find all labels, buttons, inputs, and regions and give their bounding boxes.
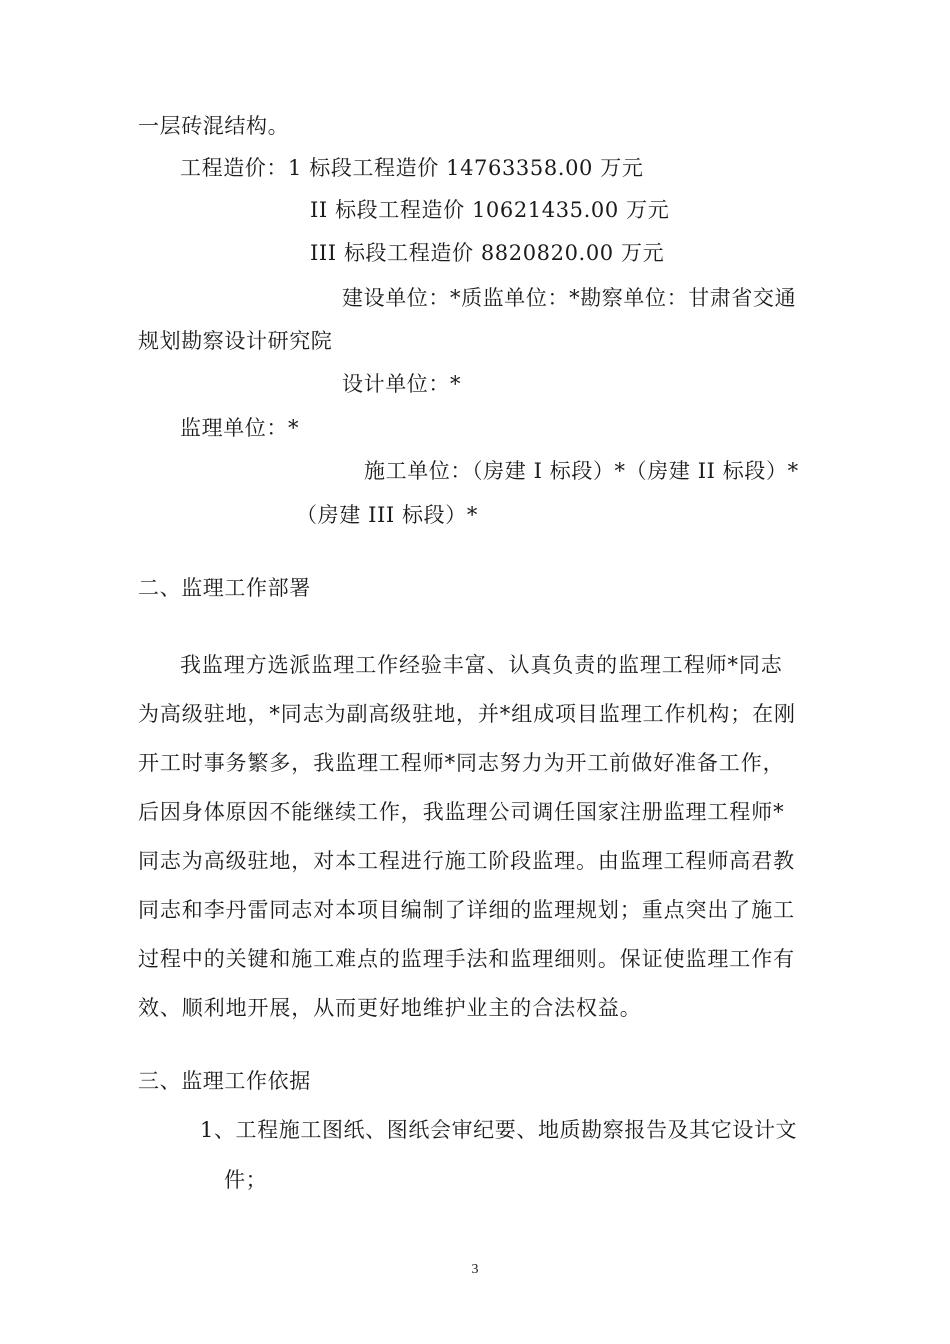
construction-unit-line-2: （房建 III 标段）* xyxy=(296,503,478,527)
cost-line-2: II 标段工程造价 10621435.00 万元 xyxy=(310,198,670,222)
section-2-heading: 二、监理工作部署 xyxy=(138,576,311,600)
design-unit: 设计单位：* xyxy=(342,372,462,396)
units-line-1: 建设单位：*质监单位：*勘察单位：甘肃省交通 xyxy=(342,286,797,310)
cost-line-3: III 标段工程造价 8820820.00 万元 xyxy=(310,241,665,265)
paragraph-line: 后因身体原因不能继续工作，我监理公司调任国家注册监理工程师* xyxy=(138,800,785,824)
paragraph-line: 为高级驻地，*同志为副高级驻地，并*组成项目监理工作机构；在刚 xyxy=(138,702,796,726)
construction-unit-line-1: 施工单位：（房建 I 标段）*（房建 II 标段）* xyxy=(364,459,799,483)
intro-line: 一层砖混结构。 xyxy=(138,114,290,138)
paragraph-line: 我监理方选派监理工作经验丰富、认真负责的监理工程师*同志 xyxy=(180,653,783,677)
paragraph-line: 开工时事务繁多，我监理工程师*同志努力为开工前做好准备工作， xyxy=(138,751,785,775)
paragraph-line: 过程中的关键和施工难点的监理手法和监理细则。保证使监理工作有 xyxy=(138,947,795,971)
cost-line-1: 工程造价：1 标段工程造价 14763358.00 万元 xyxy=(180,156,644,180)
supervision-unit: 监理单位：* xyxy=(180,416,300,440)
paragraph-line: 效、顺利地开展，从而更好地维护业主的合法权益。 xyxy=(138,996,642,1020)
section-3-item-1-line-2: 件； xyxy=(224,1168,268,1192)
page-number: 3 xyxy=(471,1262,479,1277)
paragraph-line: 同志为高级驻地，对本工程进行施工阶段监理。由监理工程师高君教 xyxy=(138,849,795,873)
paragraph-line: 同志和李丹雷同志对本项目编制了详细的监理规划；重点突出了施工 xyxy=(138,898,795,922)
section-3-heading: 三、监理工作依据 xyxy=(138,1069,311,1093)
section-3-item-1-line-1: 1、工程施工图纸、图纸会审纪要、地质勘察报告及其它设计文 xyxy=(200,1118,798,1142)
units-line-2: 规划勘察设计研究院 xyxy=(138,329,333,353)
